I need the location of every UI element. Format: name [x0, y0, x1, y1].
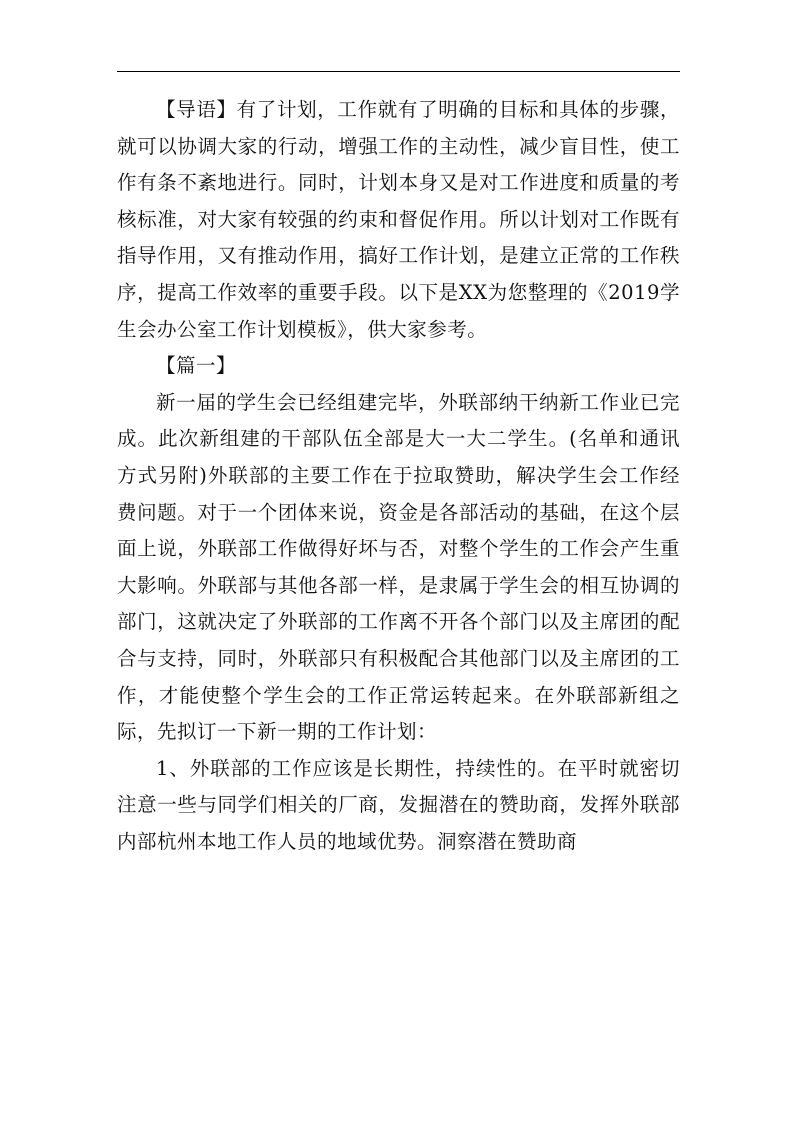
intro-paragraph: 【导语】有了计划，工作就有了明确的目标和具体的步骤，就可以协调大家的行动，增强工作的主动性，减少盲目性，使工作有条不紊地进行。同时，计划本身又是对工作进度和质量的考核标准，对大家有较强的约束和督促作用。所以计划对工作既有指导作用，又有推动作用，搞好工作计划，是建立正常的工作秩序，提高工作效率的重要手段。以下是XX为您整理的《2019学生会办公室工作计划模板》，供大家参考。: [117, 98, 680, 341]
body-paragraph: 新一届的学生会已经组建完毕，外联部纳干纳新工作业已完成。此次新组建的干部队伍全部是大一大二学生。(名单和通讯方式另附)外联部的主要工作在于拉取赞助，解决学生会工作经费问题。对于一个团体来说，资金是各部活动的基础，在这个层面上说，外联部工作做得好坏与否，对整个学生的工作会产生重大影响。外联部与其他各部一样，是隶属于学生会的相互协调的部门，这就决定了外联部的工作离不开各个部门以及主席团的配合与支持，同时，外联部只有积极配合其他部门以及主席团的工作，才能使整个学生会的工作正常运转起来。在外联部新组之际，先拟订一下新一期的工作计划：: [117, 390, 680, 744]
list-item-1: 1、外联部的工作应该是长期性，持续性的。在平时就密切注意一些与同学们相关的厂商，发掘潜在的赞助商，发挥外联部内部杭州本地工作人员的地域优势。洞察潜在赞助商: [117, 756, 680, 853]
header-rule: [117, 71, 680, 72]
section-heading: 【篇一】: [156, 354, 237, 378]
document-body: [117, 92, 680, 860]
